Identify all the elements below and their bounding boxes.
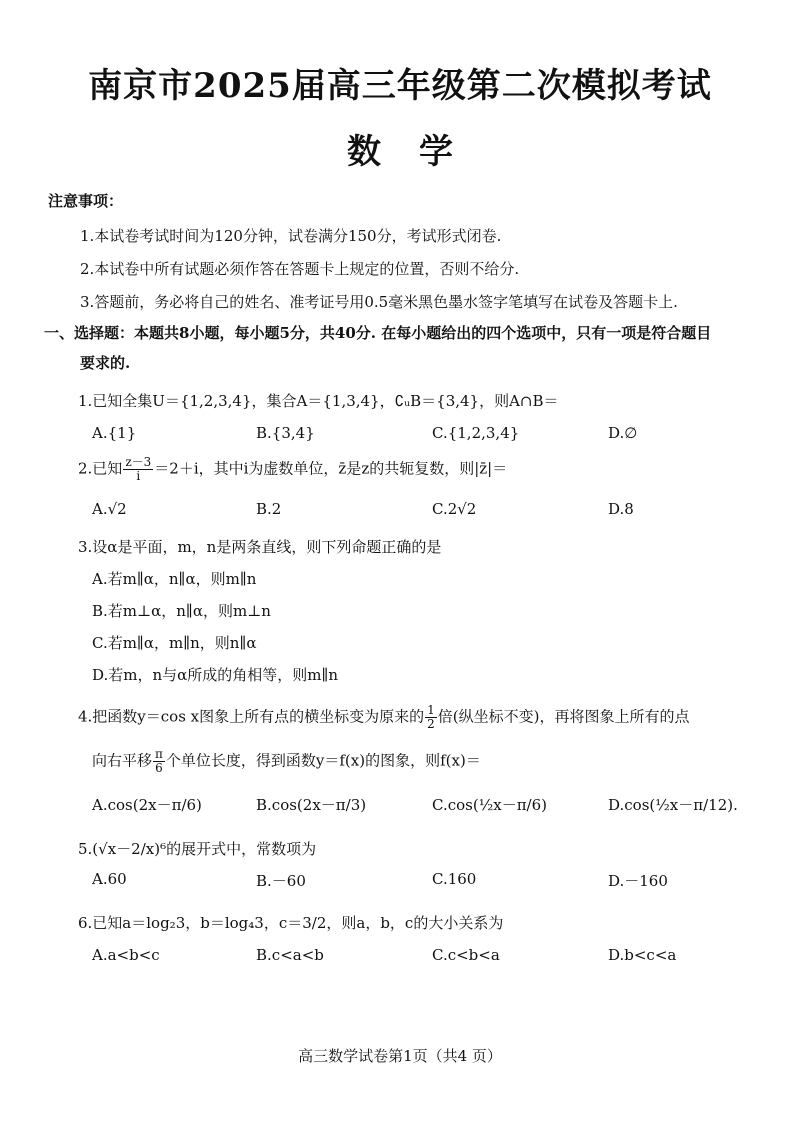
q5-option-c: C.160 xyxy=(432,870,477,888)
q4-stem-line2 xyxy=(92,748,481,775)
q1-option-d: D.∅ xyxy=(608,424,638,442)
q3-option-b: B.若m⊥α，n∥α，则m⊥n xyxy=(92,602,271,620)
q4-stem-b: 倍(纵坐标不变)，再将图象上所有的点 xyxy=(437,707,690,726)
q2-option-c: C.2√2 xyxy=(432,500,477,518)
q1-option-a: A.{1} xyxy=(92,424,137,442)
q4-half-den: 2 xyxy=(427,717,435,731)
section-heading: 一、选择题：本题共8小题，每小题5分，共40分. 在每小题给出的四个选项中，只有一项是符合题目 xyxy=(44,324,712,342)
q4-stem-d: 个单位长度，得到函数y＝f(x)的图象，则f(x)＝ xyxy=(165,751,481,770)
q2-stem-pre: 2.已知 xyxy=(78,459,123,478)
q4-pi-fraction xyxy=(153,748,165,775)
q4-stem-c: 向右平移 xyxy=(92,751,153,770)
notice-item-1: 1.本试卷考试时间为120分钟，试卷满分150分，考试形式闭卷. xyxy=(80,227,502,245)
q2-option-a: A.√2 xyxy=(92,500,127,518)
q3-stem: 3.设α是平面，m，n是两条直线，则下列命题正确的是 xyxy=(78,538,442,556)
section-heading-cont: 要求的. xyxy=(80,354,131,372)
q1-stem: 1.已知全集U＝{1,2,3,4}，集合A＝{1,3,4}，∁ᵤB＝{3,4}，则A∩B＝ xyxy=(78,392,559,410)
notice-heading: 注意事项： xyxy=(48,192,124,210)
q6-option-d: D.b<c<a xyxy=(608,946,677,964)
q2-option-d: D.8 xyxy=(608,500,634,518)
q6-option-a: A.a<b<c xyxy=(92,946,160,964)
q5-stem: 5.(√x－2/x)⁶的展开式中，常数项为 xyxy=(78,840,317,858)
q1-option-b: B.{3,4} xyxy=(256,424,315,442)
q4-option-a: A.cos(2x－π/6) xyxy=(92,796,202,814)
q3-option-c: C.若m∥α，m∥n，则n∥α xyxy=(92,634,257,652)
q2-option-b: B.2 xyxy=(256,500,282,518)
page-footer: 高三数学试卷第1页（共4 页） xyxy=(298,1047,502,1065)
q4-half-fraction xyxy=(425,704,437,731)
q4-pi-den: 6 xyxy=(155,761,163,775)
q4-pi-num: π xyxy=(155,747,163,761)
q6-stem: 6.已知a＝log₂3，b＝log₄3，c＝3/2，则a，b，c的大小关系为 xyxy=(78,914,504,932)
q5-option-b: B.－60 xyxy=(256,872,306,890)
q2-stem-post: ＝2＋i，其中i为虚数单位，z̄是z的共轭复数，则|z̄|＝ xyxy=(154,459,508,478)
q2-frac-den: i xyxy=(136,469,141,483)
q4-stem-a: 4.把函数y＝cos x图象上所有点的横坐标变为原来的 xyxy=(78,707,425,726)
q6-option-b: B.c<a<b xyxy=(256,946,324,964)
notice-item-3: 3.答题前，务必将自己的姓名、准考证号用0.5毫米黑色墨水签字笔填写在试卷及答题卡上. xyxy=(80,293,678,311)
q2-fraction xyxy=(123,456,153,483)
q3-option-d: D.若m，n与α所成的角相等，则m∥n xyxy=(92,666,339,684)
q2-frac-num: z－3 xyxy=(125,455,152,469)
q6-option-c: C.c<b<a xyxy=(432,946,500,964)
q4-option-d: D.cos(½x－π/12). xyxy=(608,796,738,814)
q5-option-a: A.60 xyxy=(92,870,127,888)
q4-stem-line1 xyxy=(78,704,690,731)
exam-title: 南京市2025届高三年级第二次模拟考试 xyxy=(88,66,712,106)
q1-option-c: C.{1,2,3,4} xyxy=(432,424,520,442)
q3-option-a: A.若m∥α，n∥α，则m∥n xyxy=(92,570,257,588)
q4-option-c: C.cos(½x－π/6) xyxy=(432,796,547,814)
q4-option-b: B.cos(2x－π/3) xyxy=(256,796,367,814)
q4-half-num: 1 xyxy=(427,703,435,717)
q5-option-d: D.－160 xyxy=(608,872,668,890)
subject-title: 数学 xyxy=(347,132,491,172)
q2-stem xyxy=(78,456,507,483)
notice-item-2: 2.本试卷中所有试题必须作答在答题卡上规定的位置，否则不给分. xyxy=(80,260,520,278)
